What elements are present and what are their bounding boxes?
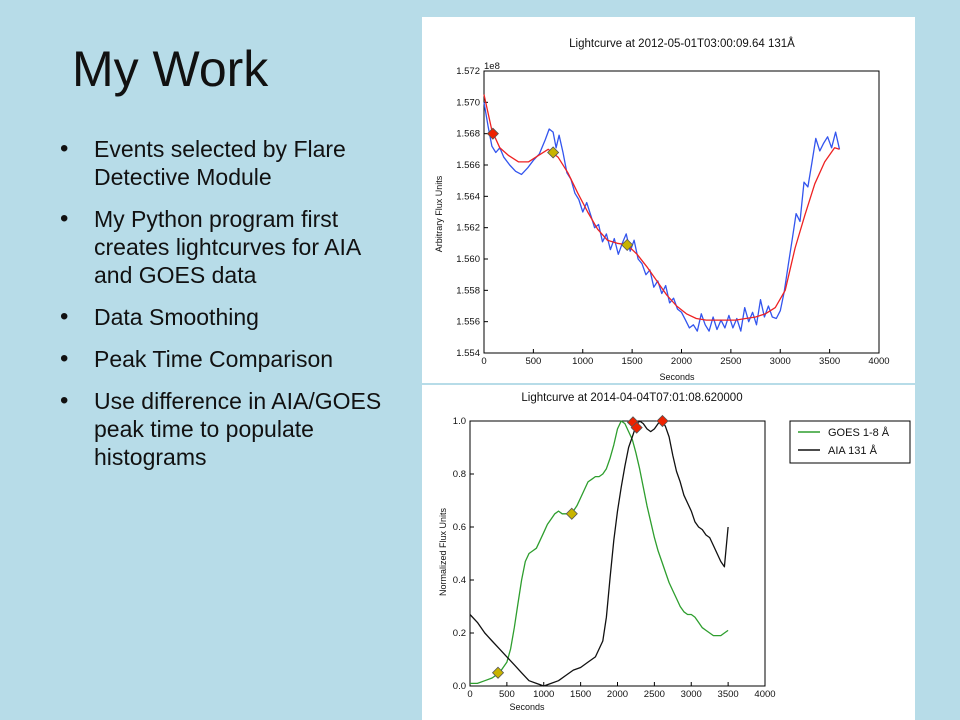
- chart1-ylabel: Arbitrary Flux Units: [434, 175, 444, 253]
- chart1-ytick-label: 1.554: [456, 348, 480, 359]
- chart1-xtick-label: 2000: [670, 356, 693, 367]
- chart2-xtick-label: 2000: [606, 689, 629, 700]
- legend-label-goes: GOES 1-8 Å: [828, 427, 890, 439]
- chart2-title: Lightcurve at 2014-04-04T07:01:08.620000: [521, 392, 743, 404]
- chart1-xtick-label: 0: [481, 356, 487, 367]
- chart2-ytick-label: 0.2: [452, 628, 466, 639]
- chart1-offset-label: 1e8: [484, 61, 500, 72]
- chart1-ytick-label: 1.566: [456, 160, 480, 171]
- chart1-series-raw: [484, 102, 840, 331]
- chart2-xlabel: Seconds: [509, 702, 545, 712]
- chart1-title: Lightcurve at 2012-05-01T03:00:09.64 131Å: [569, 38, 795, 50]
- charts-canvas: [422, 17, 915, 720]
- bullet-item: • Events selected by Flare Detective Module: [58, 135, 398, 191]
- chart2-xtick-label: 2500: [643, 689, 665, 700]
- chart1-ytick-label: 1.564: [456, 191, 480, 203]
- chart1-ytick-label: 1.558: [456, 285, 480, 297]
- chart2-ytick-label: 0.4: [452, 575, 466, 586]
- chart1-xtick-label: 500: [525, 356, 542, 367]
- legend-label-aia: AIA 131 Å: [828, 445, 877, 457]
- chart2-xtick-label: 1500: [570, 689, 592, 700]
- chart2-xtick-label: 3000: [680, 689, 702, 700]
- chart2-xtick-label: 0: [467, 689, 473, 700]
- chart1-ytick-label: 1.556: [456, 316, 480, 328]
- chart2-plot-frame: [470, 421, 765, 686]
- chart2-xtick-label: 3500: [717, 689, 739, 700]
- chart2-series-goes: [470, 421, 728, 683]
- figure-panel: [422, 17, 915, 720]
- chart2-xtick-label: 4000: [754, 689, 776, 700]
- slide-title: My Work: [72, 41, 269, 97]
- bullet-item: • Data Smoothing: [58, 303, 398, 331]
- chart2-ylabel: Normalized Flux Units: [438, 507, 448, 597]
- bullet-list: [58, 135, 398, 485]
- chart2-ytick-label: 0.8: [452, 469, 466, 480]
- chart1-xtick-label: 3500: [819, 356, 841, 367]
- chart1-ytick-label: 1.562: [456, 222, 480, 234]
- bullet-item: • My Python program first creates lightcurves for AIA and GOES data: [58, 205, 398, 289]
- chart2-ytick-label: 1.0: [452, 416, 466, 427]
- chart2-xtick-label: 1000: [533, 689, 555, 700]
- chart2-ytick-label: 0.6: [452, 522, 466, 533]
- chart1-xtick-label: 1000: [572, 356, 594, 367]
- chart1-ytick-label: 1.572: [456, 66, 480, 77]
- chart2-series-aia: [470, 421, 728, 686]
- chart2-xtick-label: 500: [498, 689, 515, 700]
- chart1-xtick-label: 3000: [769, 356, 791, 367]
- bullet-item: • Use difference in AIA/GOES peak time to populate histograms: [58, 387, 398, 471]
- chart1-ytick-label: 1.568: [456, 128, 480, 140]
- chart1-ytick-label: 1.560: [456, 254, 480, 265]
- chart1-xtick-label: 1500: [621, 356, 643, 367]
- chart2-marker: [657, 416, 668, 427]
- chart1-series-smoothed: [484, 95, 840, 321]
- chart2-marker: [566, 508, 577, 519]
- chart1-xtick-label: 4000: [868, 356, 890, 367]
- chart1-xtick-label: 2500: [720, 356, 742, 367]
- chart2-ytick-label: 0.0: [452, 681, 466, 692]
- bullet-item: • Peak Time Comparison: [58, 345, 398, 373]
- chart1-ytick-label: 1.570: [456, 97, 480, 109]
- chart1-xlabel: Seconds: [659, 372, 695, 382]
